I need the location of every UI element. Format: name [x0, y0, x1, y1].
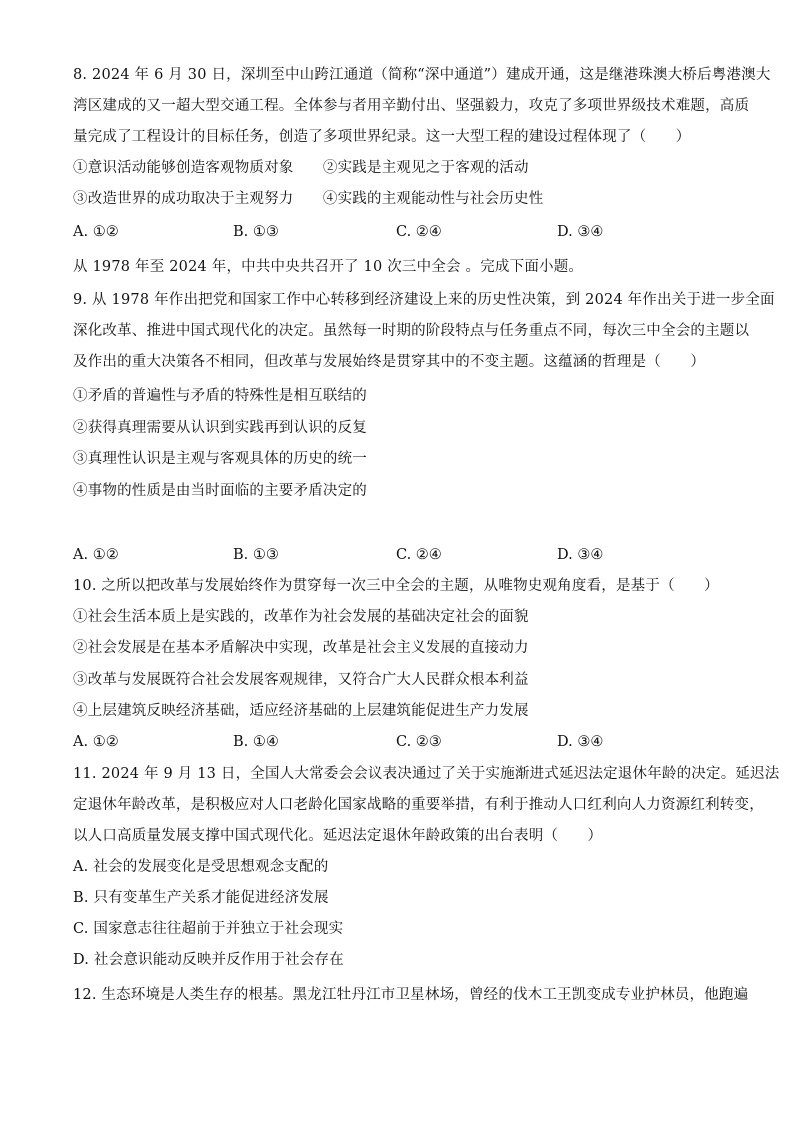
q8-stem-line-3: 量完成了工程设计的目标任务，创造了多项世界纪录。这一大型工程的建设过程体现了（ ）: [73, 129, 691, 145]
q9-statement-4: ④事物的性质是由当时面临的主要矛盾决定的: [73, 483, 367, 499]
q8-option-b[interactable]: B. ①③: [233, 224, 279, 240]
group-intro: 从 1978 年至 2024 年，中共中央共召开了 10 次三中全会 。完成下面小题。: [73, 259, 584, 275]
q9-option-c[interactable]: C. ②④: [396, 547, 442, 563]
q9-option-a[interactable]: A. ①②: [73, 547, 119, 563]
q10-statement-2: ②社会发展是在基本矛盾解决中实现，改革是社会主义发展的直接动力: [73, 640, 529, 656]
q11-option-a[interactable]: A. 社会的发展变化是受思想观念支配的: [73, 859, 329, 875]
q10-statement-3: ③改革与发展既符合社会发展客观规律，又符合广大人民群众根本利益: [73, 672, 529, 688]
q11-stem-line-2: 定退休年龄改革，是积极应对人口老龄化国家战略的重要举措，有利于推动人口红利向人力资源红利转变，: [73, 797, 764, 813]
q9-statement-2: ②获得真理需要从认识到实践再到认识的反复: [73, 420, 367, 436]
q8-statement-1: ①意识活动能够创造客观物质对象 ②实践是主观见之于客观的活动: [73, 160, 529, 176]
q11-stem-line-3: 以人口高质量发展支撑中国式现代化。延迟法定退休年龄政策的出台表明（ ）: [73, 828, 603, 844]
q8-option-d[interactable]: D. ③④: [557, 224, 604, 240]
q8-statement-2: ③改造世界的成功取决于主观努力 ④实践的主观能动性与社会历史性: [73, 191, 544, 207]
q12-stem-line-1: 12. 生态环境是人类生存的根基。黑龙江牡丹江市卫星林场，曾经的伐木工王凯变成专业护林员，他跑遍: [73, 987, 749, 1003]
q11-option-d[interactable]: D. 社会意识能动反映并反作用于社会存在: [73, 952, 344, 968]
q11-option-b[interactable]: B. 只有变革生产关系才能促进经济发展: [73, 890, 329, 906]
q11-stem-line-1: 11. 2024 年 9 月 13 日，全国人大常委会会议表决通过了关于实施渐进式延迟法定退休年龄的决定。延迟法: [73, 766, 780, 782]
q9-stem-line-3: 及作出的重大决策各不相同，但改革与发展始终是贯穿其中的不变主题。这蕴涵的哲理是（ ）: [73, 354, 706, 370]
q8-stem-line-2: 湾区建成的又一超大型交通工程。全体参与者用辛勤付出、坚强毅力，攻克了多项世界级技术难题，高质: [73, 98, 750, 114]
q10-option-b[interactable]: B. ①④: [233, 734, 279, 750]
q9-statement-3: ③真理性认识是主观与客观具体的历史的统一: [73, 451, 367, 467]
q8-option-a[interactable]: A. ①②: [73, 224, 119, 240]
q10-option-a[interactable]: A. ①②: [73, 734, 119, 750]
q9-option-b[interactable]: B. ①③: [233, 547, 279, 563]
q9-option-d[interactable]: D. ③④: [557, 547, 604, 563]
q10-option-c[interactable]: C. ②③: [396, 734, 442, 750]
q11-option-c[interactable]: C. 国家意志往往超前于并独立于社会现实: [73, 921, 344, 937]
q10-option-d[interactable]: D. ③④: [557, 734, 604, 750]
q8-option-c[interactable]: C. ②④: [396, 224, 442, 240]
q9-stem-line-2: 深化改革、推进中国式现代化的决定。虽然每一时期的阶段特点与任务重点不同，每次三中全会的主题以: [73, 323, 750, 339]
q9-statement-1: ①矛盾的普遍性与矛盾的特殊性是相互联结的: [73, 388, 367, 404]
q8-stem-line-1: 8. 2024 年 6 月 30 日，深圳至中山跨江通道（简称“深中通道”）建成开通，这是继港珠澳大桥后粤港澳大: [73, 67, 771, 83]
q10-statement-1: ①社会生活本质上是实践的，改革作为社会发展的基础决定社会的面貌: [73, 609, 529, 625]
q9-stem-line-1: 9. 从 1978 年作出把党和国家工作中心转移到经济建设上来的历史性决策，到 2024 年作出关于进一步全面: [73, 292, 775, 308]
q10-stem-line-1: 10. 之所以把改革与发展始终作为贯穿每一次三中全会的主题，从唯物史观角度看，是基于（ ）: [73, 578, 719, 594]
q10-statement-4: ④上层建筑反映经济基础，适应经济基础的上层建筑能促进生产力发展: [73, 703, 529, 719]
